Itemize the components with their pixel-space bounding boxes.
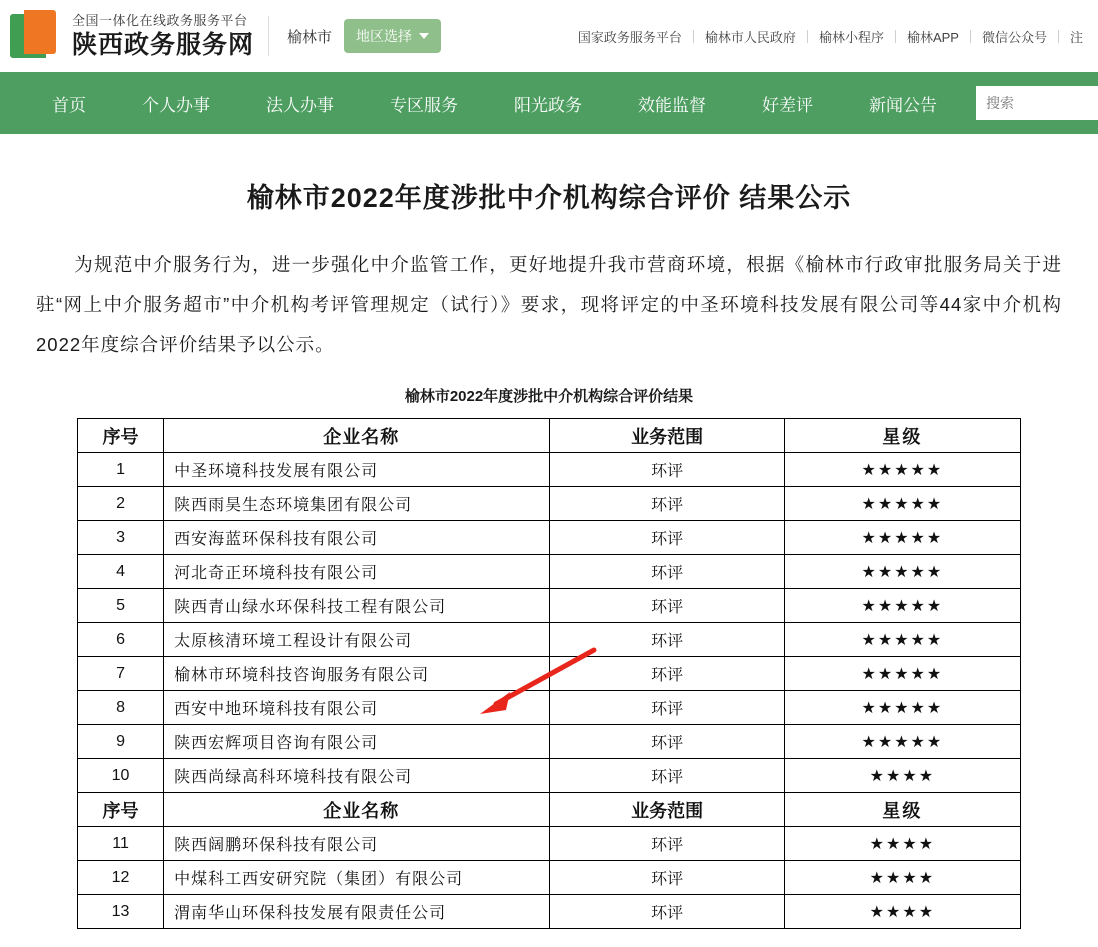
nav-item-zone-service[interactable]: 专区服务	[390, 95, 458, 115]
nav-item-legal[interactable]: 法人办事	[266, 95, 334, 115]
logo-subtitle: 全国一体化在线政务服务平台	[72, 13, 248, 28]
cell-stars: ★★★★★	[784, 555, 1020, 589]
cell-scope: 环评	[550, 827, 784, 861]
cell-stars: ★★★★★	[784, 691, 1020, 725]
region-select-button[interactable]	[344, 19, 441, 53]
cell-stars: ★★★★★	[784, 453, 1020, 487]
cell-scope: 环评	[550, 521, 784, 555]
cell-company: 榆林市环境科技咨询服务有限公司	[164, 657, 550, 691]
cell-stars: ★★★★	[784, 861, 1020, 895]
nav-item-home[interactable]: 首页	[52, 95, 86, 115]
cell-stars: ★★★★★	[784, 589, 1020, 623]
cell-scope: 环评	[550, 487, 784, 521]
cell-stars: ★★★★	[784, 759, 1020, 793]
col-header-scope: 业务范围	[550, 793, 784, 827]
cell-company: 中煤科工西安研究院（集团）有限公司	[164, 861, 550, 895]
header-link-city-government[interactable]: 榆林市人民政府	[704, 29, 796, 45]
header-link-miniprogram[interactable]: 榆林小程序	[818, 29, 884, 45]
cell-company: 陕西阔鹏环保科技有限公司	[164, 827, 550, 861]
cell-stars: ★★★★	[784, 895, 1020, 929]
cell-scope: 环评	[550, 453, 784, 487]
header-links	[567, 27, 1098, 46]
cell-company: 渭南华山环保科技发展有限责任公司	[164, 895, 550, 929]
cell-index: 1	[78, 453, 164, 487]
article-body	[0, 134, 1098, 947]
cell-index: 7	[78, 657, 164, 691]
cell-index: 10	[78, 759, 164, 793]
col-header-company: 企业名称	[164, 419, 550, 453]
header-link-register[interactable]: 注	[1069, 29, 1083, 45]
table-row	[78, 861, 1021, 895]
search-input[interactable]	[976, 86, 1098, 120]
cell-index: 5	[78, 589, 164, 623]
table-row	[78, 691, 1021, 725]
cell-company: 中圣环境科技发展有限公司	[164, 453, 550, 487]
article-paragraph-text: 为规范中介服务行为，进一步强化中介监管工作，更好地提升我市营商环境，根据《榆林市行政审批服务局关于进驻“网上中介服务超市”中介机构考评管理规定（试行）》要求，现将评定的中圣环境科技发展有限公司等44家中介机构2022年度综合评价结果予以公示。	[36, 254, 1062, 355]
cell-company: 西安中地环境科技有限公司	[164, 691, 550, 725]
page-title: 榆林市2022年度涉批中介机构综合评价 结果公示	[246, 183, 852, 213]
chevron-down-icon	[419, 33, 429, 39]
cell-stars: ★★★★★	[784, 487, 1020, 521]
cell-index: 3	[78, 521, 164, 555]
region-select-label: 地区选择	[356, 28, 413, 44]
cell-scope: 环评	[550, 623, 784, 657]
cell-stars: ★★★★★	[784, 623, 1020, 657]
logo-title: 陕西政务服务网	[72, 31, 255, 59]
table-row	[78, 453, 1021, 487]
cell-index: 4	[78, 555, 164, 589]
table-caption: 榆林市2022年度涉批中介机构综合评价结果	[404, 388, 694, 405]
cell-scope: 环评	[550, 589, 784, 623]
table-header-row	[78, 419, 1021, 453]
cell-scope: 环评	[550, 759, 784, 793]
cell-scope: 环评	[550, 691, 784, 725]
cell-stars: ★★★★★	[784, 521, 1020, 555]
header-link-national-platform[interactable]: 国家政务服务平台	[577, 29, 682, 45]
cell-scope: 环评	[550, 725, 784, 759]
main-navigation	[0, 72, 1098, 134]
col-header-stars: 星级	[784, 793, 1020, 827]
cell-company: 陕西青山绿水环保科技工程有限公司	[164, 589, 550, 623]
col-header-index: 序号	[78, 419, 164, 453]
table-row	[78, 827, 1021, 861]
table-row	[78, 725, 1021, 759]
col-header-company: 企业名称	[164, 793, 550, 827]
nav-item-personal[interactable]: 个人办事	[142, 95, 210, 115]
cell-company: 陕西尚绿高科环境科技有限公司	[164, 759, 550, 793]
nav-item-rating[interactable]: 好差评	[762, 95, 813, 115]
cell-index: 8	[78, 691, 164, 725]
table-header-row-repeat	[78, 793, 1021, 827]
table-row	[78, 657, 1021, 691]
logo-icon	[10, 10, 62, 62]
cell-stars: ★★★★	[784, 827, 1020, 861]
col-header-scope: 业务范围	[550, 419, 784, 453]
evaluation-results-table	[77, 418, 1021, 929]
header-link-wechat[interactable]: 微信公众号	[981, 29, 1047, 45]
header-link-app[interactable]: 榆林APP	[906, 29, 959, 45]
cell-stars: ★★★★★	[784, 657, 1020, 691]
table-row	[78, 589, 1021, 623]
cell-stars: ★★★★★	[784, 725, 1020, 759]
cell-index: 13	[78, 895, 164, 929]
cell-company: 陕西雨昊生态环境集团有限公司	[164, 487, 550, 521]
nav-item-sunshine[interactable]: 阳光政务	[514, 95, 582, 115]
cell-index: 9	[78, 725, 164, 759]
table-row	[78, 623, 1021, 657]
site-logo[interactable]	[0, 10, 268, 62]
table-row	[78, 521, 1021, 555]
cell-index: 12	[78, 861, 164, 895]
header-divider	[268, 16, 269, 56]
cell-scope: 环评	[550, 657, 784, 691]
cell-company: 西安海蓝环保科技有限公司	[164, 521, 550, 555]
cell-scope: 环评	[550, 895, 784, 929]
cell-scope: 环评	[550, 555, 784, 589]
col-header-index: 序号	[78, 793, 164, 827]
site-header	[0, 0, 1098, 72]
col-header-stars: 星级	[784, 419, 1020, 453]
cell-company: 太原核清环境工程设计有限公司	[164, 623, 550, 657]
cell-index: 11	[78, 827, 164, 861]
cell-company: 河北奇正环境科技有限公司	[164, 555, 550, 589]
article-paragraph	[22, 245, 1076, 365]
table-row	[78, 895, 1021, 929]
table-row	[78, 759, 1021, 793]
current-city-label: 榆林市	[287, 28, 333, 46]
cell-company: 陕西宏辉项目咨询有限公司	[164, 725, 550, 759]
nav-item-news[interactable]: 新闻公告	[869, 95, 937, 115]
table-row	[78, 487, 1021, 521]
nav-item-efficiency[interactable]: 效能监督	[638, 95, 706, 115]
cell-scope: 环评	[550, 861, 784, 895]
cell-index: 2	[78, 487, 164, 521]
table-row	[78, 555, 1021, 589]
cell-index: 6	[78, 623, 164, 657]
